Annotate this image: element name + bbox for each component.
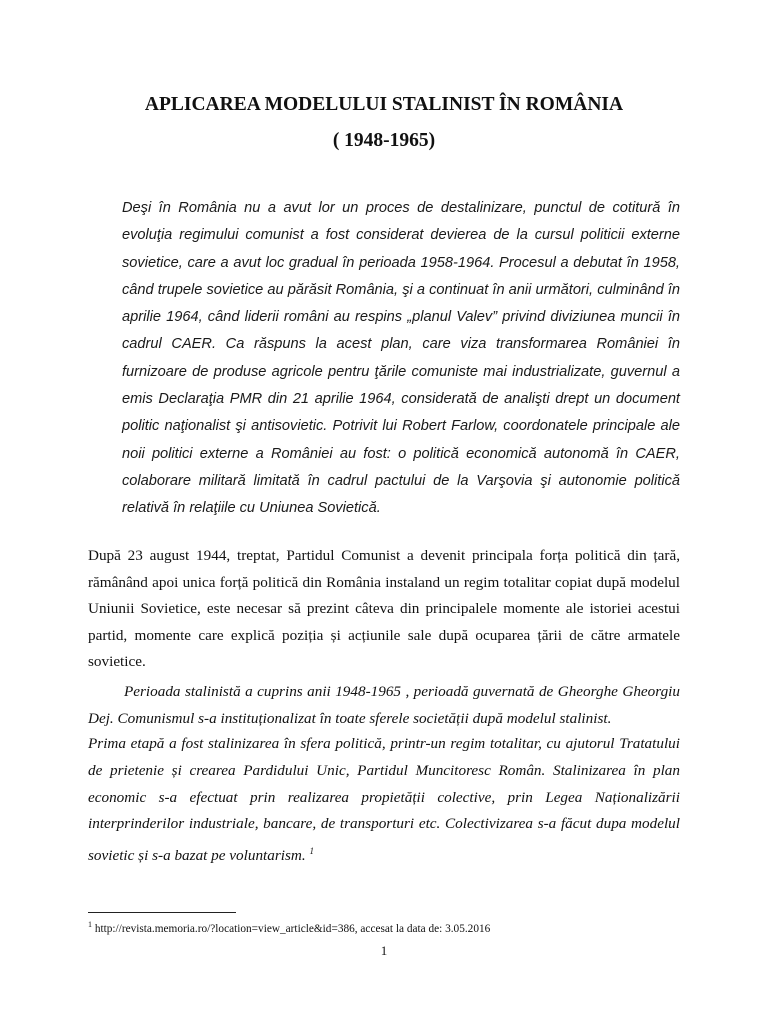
footnote-link-text[interactable]: http://revista.memoria.ro/?location=view_article&id=386, accesat la data de: 3.05.2016 [92,922,491,935]
body-paragraph-3 [88,731,680,870]
document-title: APLICAREA MODELULUI STALINIST ÎN ROMÂNIA [144,94,624,115]
page-number: 1 [380,943,388,958]
abstract-paragraph: Deşi în România nu a avut lor un proces de destalinizare, punctul de cotitură în evoluţia regimului comunist a fost considerat devierea de la cursul politicii externe sovietice, care a avut loc gradual în perioada 1958-1964. Procesul a debutat în 1958, când trupele sovietice au părăsit România, şi a continuat în anii următori, culminând în aprilie 1964, când liderii români au respins „planul Valev” privind diviziunea muncii în cadrul CAER. Ca răspuns la acest plan, care viza transformarea României în furnizoare de produse agricole pentru ţările comuniste mai industrializate, guvernul a emis Declaraţia PMR din 21 aprilie 1964, considerată de analişti drept un document politic naţionalist şi antisovietic. Potrivit lui Robert Farlow, coordonatele principale ale noii politici externe a României au fost: o politică economică autonomă în CAER, colaborare militară limitată în cadrul pactului de la Varşovia şi autonomie politică relativă în relaţiile cu Uniunea Sovietică. [122,200,680,517]
body-paragraph-1: După 23 august 1944, treptat, Partidul Comunist a devenit principala forța politică din țară, rămânând apoi unica forță politică din România instaland un regim totalitar copiat după modelul Uniunii Sovietice, este necesar să prezint câteva din principalele momente ale istoriei acestui partid, momente care explică poziția și acțiunile sale după ocuparea țării de către armatele sovietice. [88,547,680,671]
footnote [88,917,688,937]
footnote-number: 1 [88,920,92,929]
footnote-reference[interactable]: 1 [309,846,314,857]
document-subtitle-years: ( 1948-1965) [332,130,436,151]
body-paragraph-2: Perioada stalinistă a cuprins anii 1948-1965 , perioadă guvernată de Gheorghe Gheorgiu Dej. Comunismul s-a instituționalizat în toate sferele societății după modelul stalinist. [88,683,680,727]
footnote-divider [88,912,236,913]
body-paragraph-3-text: Prima etapă a fost stalinizarea în sfera politică, printr-un regim totalitar, cu ajutorul Tratatului de prietenie și crearea Pardidului Unic, Partidul Muncitoresc Român. Stalinizarea în plan economic s-a efectuat prin realizarea propietății colective, prin Legea Naționalizării interprinderilor industriale, bancare, de transporturi etc. Colectivizarea s-a făcut dupa modelul sovietic și s-a bazat pe voluntarism. [88,735,680,865]
